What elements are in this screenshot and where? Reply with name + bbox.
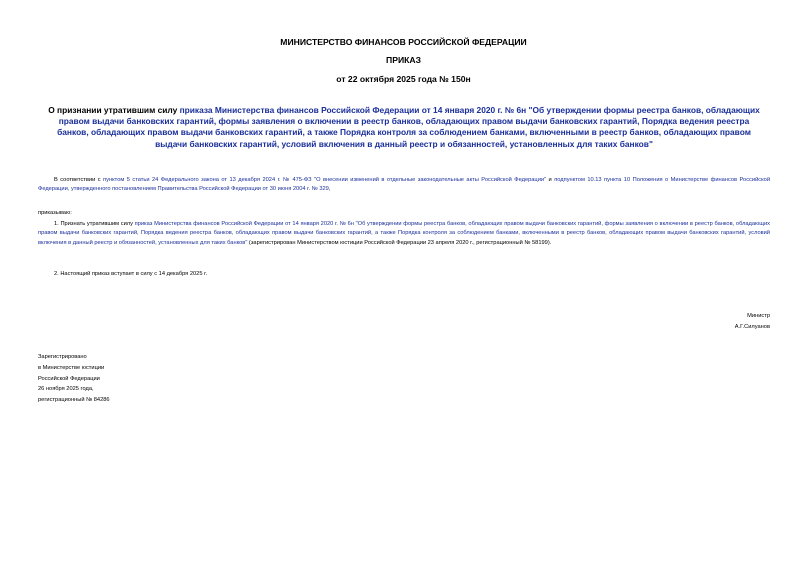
signature-block xyxy=(735,311,770,332)
registration-line-1: Зарегистрировано xyxy=(38,354,87,360)
document-type: ПРИКАЗ xyxy=(386,55,421,65)
order-title xyxy=(48,105,760,150)
title-prefix: О признании утратившим силу xyxy=(48,105,180,115)
item1-text-1: 1. Признать утратившим силу xyxy=(54,221,135,227)
item1-link-revoked-order[interactable]: приказ Министерства финансов Российской Федерации от 14 января 2020 г. № 6н "Об утверждении формы реестра банков, обладающих правом выдачи банковских гарантий, формы заявления о включении в реестр банков, обладающих правом выдачи банковских гарантий, Порядка ведения реестра банков, обладающих правом выдачи банковских гарантий, а также Порядка контроля за соблюдением банками, включенными в реестр банков, обладающих правом выдачи банковских гарантий, условий включения в данный реестр и обязанностей, установленных для таких банков" xyxy=(38,221,770,246)
ministry-name: МИНИСТЕРСТВО ФИНАНСОВ РОССИЙСКОЙ ФЕДЕРАЦИИ xyxy=(280,37,527,47)
registration-line-2: в Министерстве юстиции xyxy=(38,364,105,371)
registration-line-3: Российской Федерации xyxy=(38,375,100,382)
preamble-paragraph xyxy=(38,176,770,195)
preamble-link-regulation[interactable]: подпунктом 10.13 пункта 10 Положения о Министерстве финансов Российской Федерации, утвержденного постановлением Правительства Российской Федерации от 30 июня 2004 г. № 329 xyxy=(38,177,770,193)
order-item-2: 2. Настоящий приказ вступает в силу с 14 декабря 2025 г. xyxy=(54,271,208,277)
order-item-1 xyxy=(38,220,770,248)
preamble-text-1: В соответствии с xyxy=(54,177,104,183)
item1-text-2: (зарегистрирован Министерством юстиции Российской Федерации 23 апреля 2020 г., регистрационный № 58199). xyxy=(247,239,552,246)
signature-position: Министр xyxy=(747,313,770,319)
orders-word: приказываю: xyxy=(38,210,72,216)
title-link-revoked-order[interactable]: приказа Министерства финансов Российской Федерации от 14 января 2020 г. № 6н "Об утверждении формы реестра банков, обладающих правом выдачи банковских гарантий, формы заявления о включении в реестр банков, обладающих правом выдачи банковских гарантий, Порядка ведения реестра банков, обладающих правом выдачи банковских гарантий, а также Порядка контроля за соблюдением банками, включенными в реестр банков, обладающих правом выдачи банковских гарантий, условий включения в данный реестр и обязанностей, установленных для таких банков" xyxy=(57,105,760,149)
preamble-text-2: и xyxy=(546,177,555,183)
order-date: от 22 октября 2025 года № 150н xyxy=(336,74,471,84)
preamble-text-3: , xyxy=(328,186,331,193)
registration-line-5: регистрационный № 84286 xyxy=(38,397,110,404)
registration-block xyxy=(38,352,110,406)
signature-name: А.Г.Силуанов xyxy=(734,323,770,330)
preamble-link-federal-law[interactable]: пунктом 5 статьи 24 Федерального закона от 13 декабря 2024 г. № 475-ФЗ "О внесении изменений в отдельные законодательные акты Российской Федерации" xyxy=(103,177,547,183)
registration-line-4: 26 ноября 2025 года, xyxy=(38,386,94,393)
